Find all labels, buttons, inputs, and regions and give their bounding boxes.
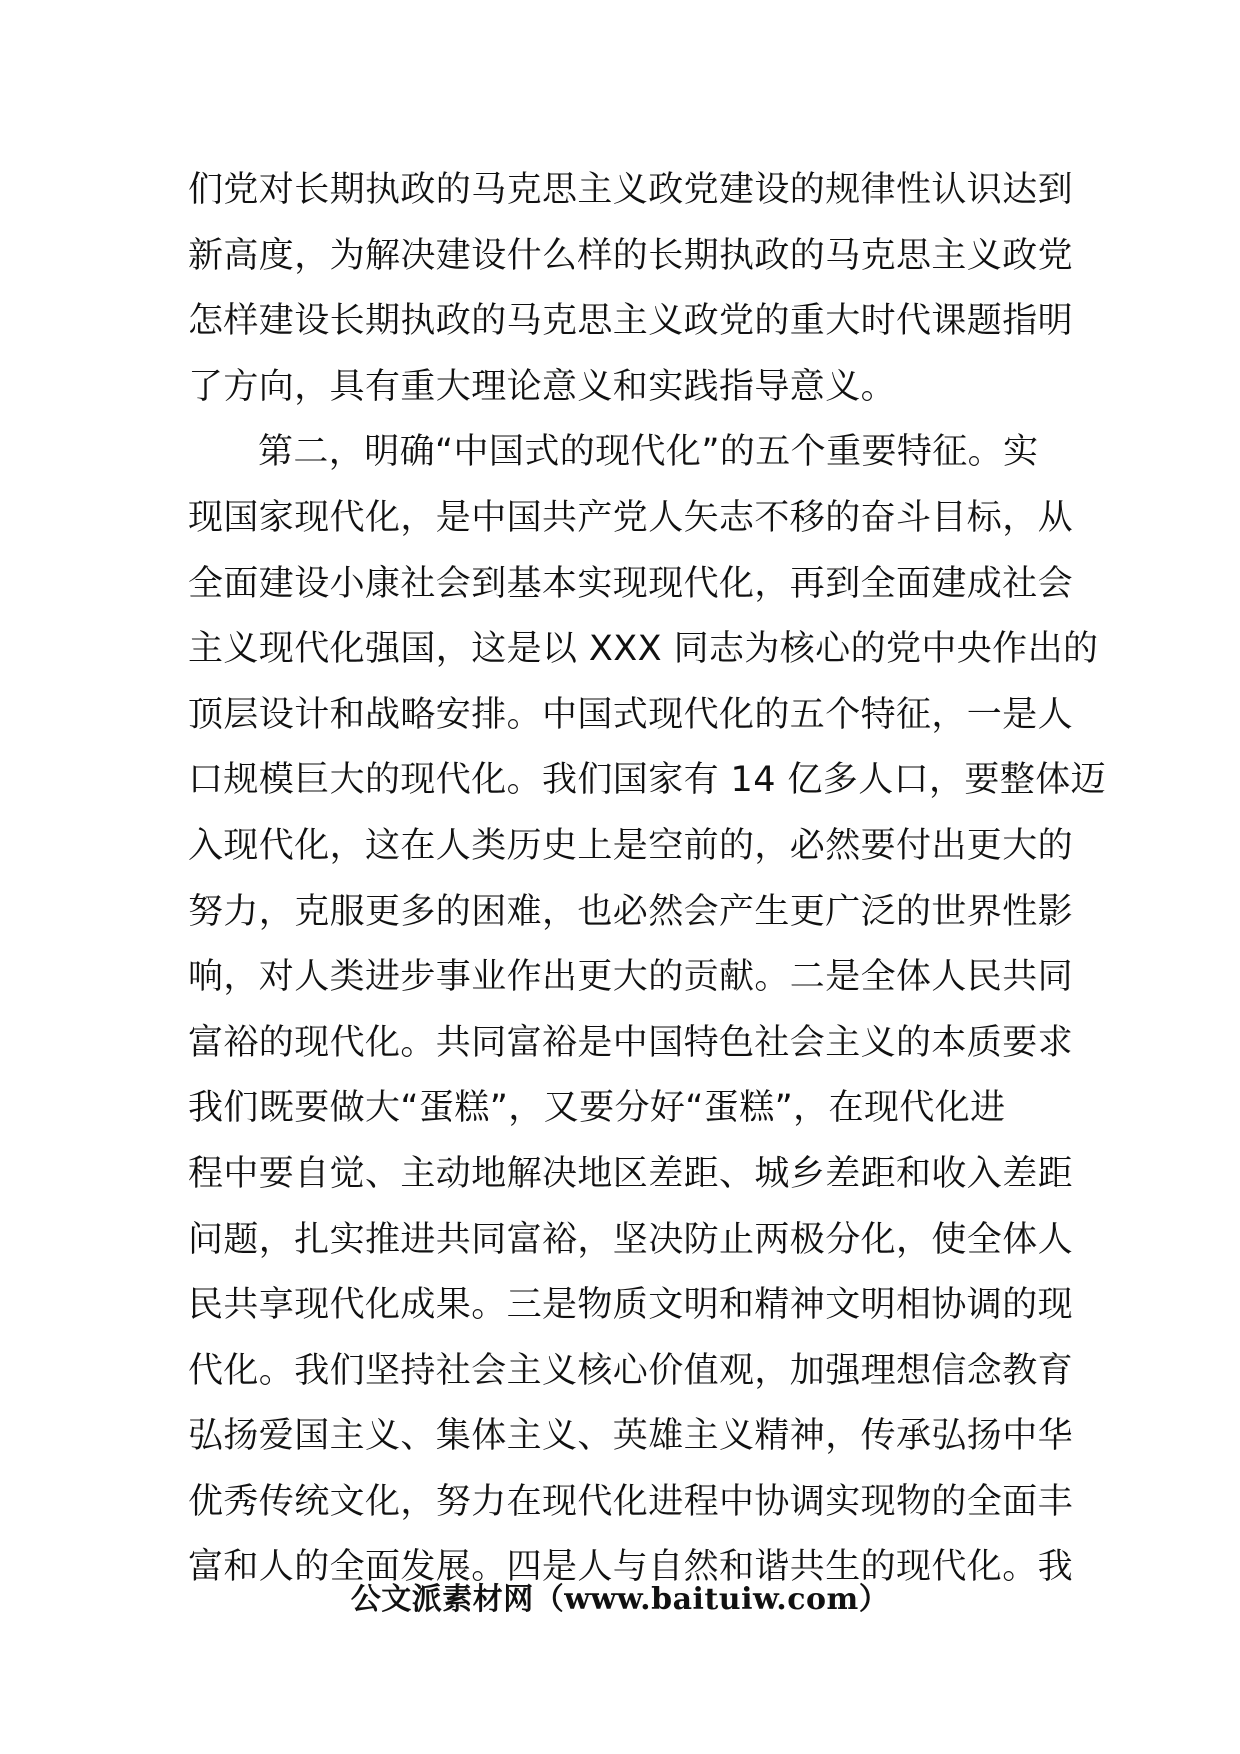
text-line: 问题，扎实推进共同富裕，坚决防止两极分化，使全体人 bbox=[188, 1219, 1074, 1260]
text-line: 优秀传统文化，努力在现代化进程中协调实现物的全面丰 bbox=[188, 1481, 1074, 1522]
text-line: 们党对长期执政的马克思主义政党建设的规律性认识达到 bbox=[188, 170, 1074, 210]
text-line: 努力，克服更多的困难，也必然会产生更广泛的世界性影 bbox=[188, 891, 1074, 932]
text-line: 程中要自觉、主动地解决地区差距、城乡差距和收入差距 bbox=[188, 1153, 1074, 1194]
text-line: 我们既要做大“蛋糕”，又要分好“蛋糕”，在现代化进 bbox=[188, 1088, 1006, 1129]
text-line: 了方向，具有重大理论意义和实践指导意义。 bbox=[188, 366, 897, 407]
text-line: 现国家现代化，是中国共产党人矢志不移的奋斗目标，从 bbox=[188, 497, 1074, 538]
text-line: 弘扬爱国主义、集体主义、英雄主义精神，传承弘扬中华 bbox=[188, 1416, 1074, 1457]
text-line: 新高度，为解决建设什么样的长期执政的马克思主义政党 bbox=[188, 235, 1074, 276]
text-line: 口规模巨大的现代化。我们国家有 14 亿多人口，要整体迈 bbox=[188, 760, 1106, 801]
text-line: 响，对人类进步事业作出更大的贡献。二是全体人民共同 bbox=[188, 957, 1074, 998]
body-text bbox=[188, 158, 1106, 1601]
paragraph-start-line: 第二，明确“中国式的现代化”的五个重要特征。实 bbox=[258, 432, 1039, 473]
text-line: 代化。我们坚持社会主义核心价值观，加强理想信念教育 bbox=[188, 1350, 1074, 1391]
text-line: 怎样建设长期执政的马克思主义政党的重大时代课题指明 bbox=[188, 301, 1074, 342]
text-line: 顶层设计和战略安排。中国式现代化的五个特征，一是人 bbox=[188, 694, 1074, 735]
text-line: 全面建设小康社会到基本实现现代化，再到全面建成社会 bbox=[188, 563, 1074, 604]
text-line: 富裕的现代化。共同富裕是中国特色社会主义的本质要求 bbox=[188, 1022, 1074, 1063]
text-line: 富和人的全面发展。四是人与自然和谐共生的现代化。我 bbox=[188, 1547, 1074, 1588]
text-line: 主义现代化强国，这是以 XXX 同志为核心的党中央作出的 bbox=[188, 629, 1099, 670]
page-footer-watermark: 公文派素材网（www.baituiw.com） bbox=[350, 1582, 890, 1617]
text-line: 入现代化，这在人类历史上是空前的，必然要付出更大的 bbox=[188, 825, 1074, 866]
text-line: 民共享现代化成果。三是物质文明和精神文明相协调的现 bbox=[188, 1285, 1074, 1326]
